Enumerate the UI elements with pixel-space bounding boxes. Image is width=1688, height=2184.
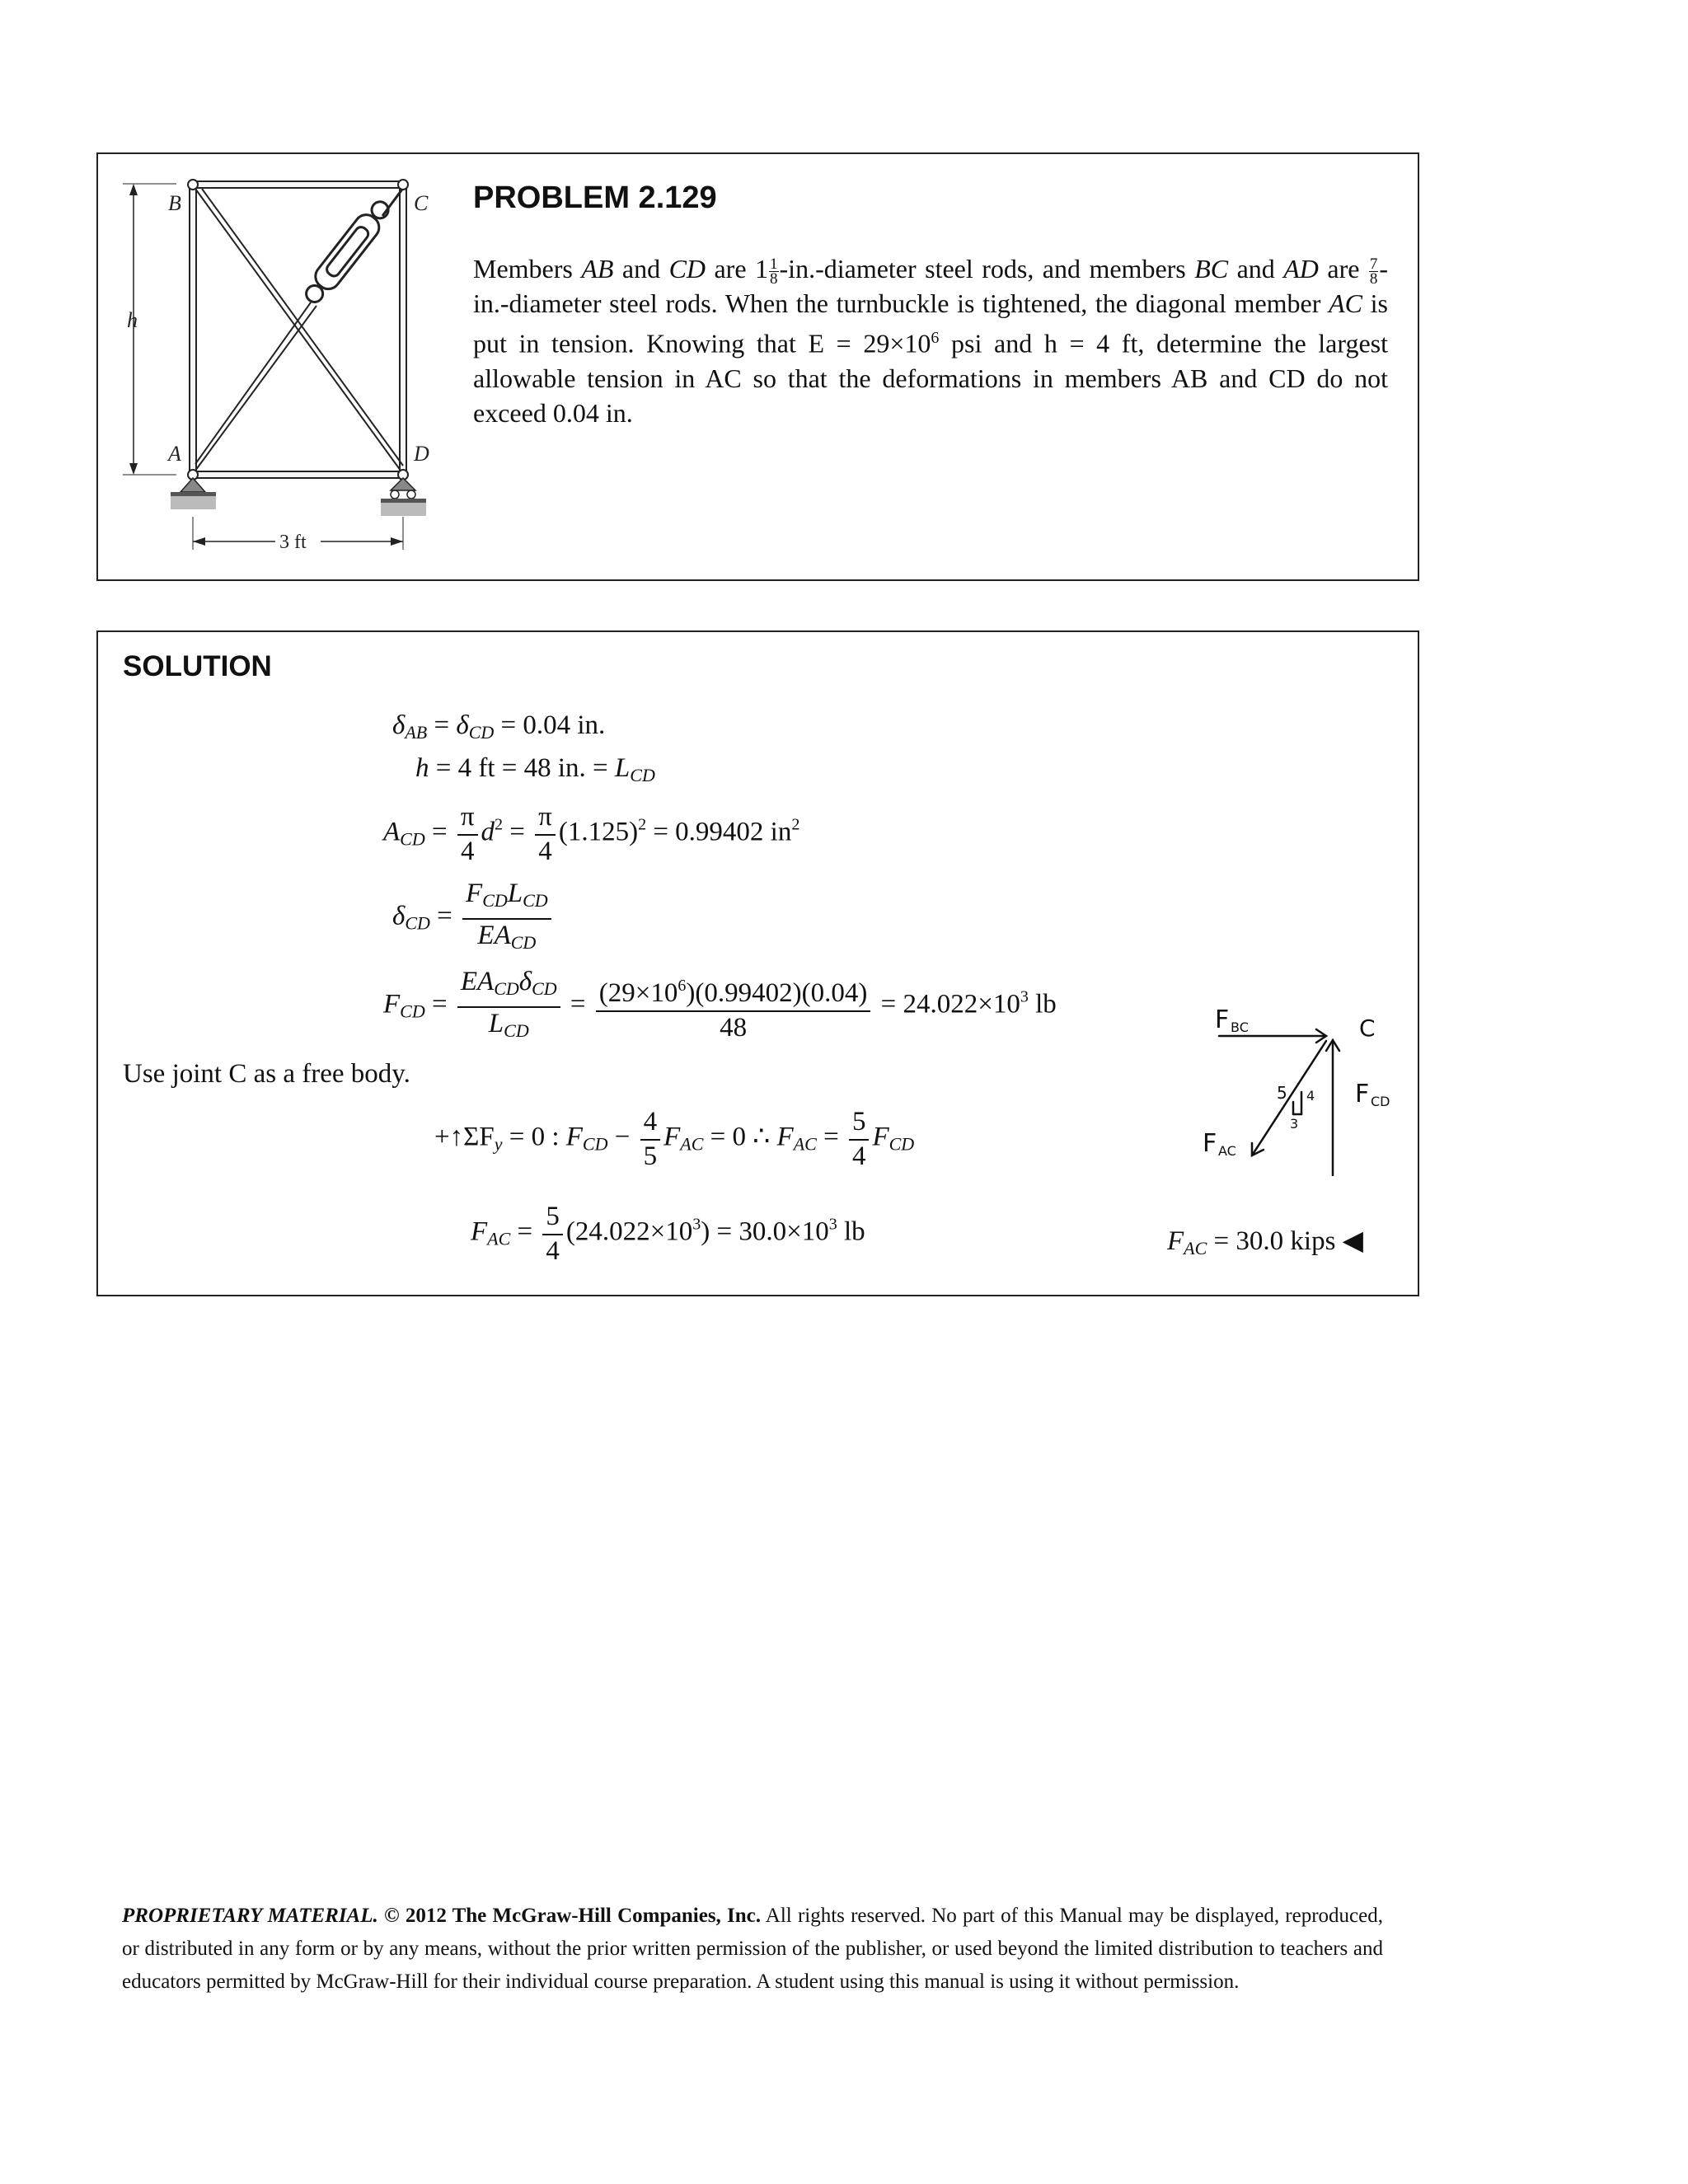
svg-text:F: F xyxy=(1355,1080,1370,1108)
svg-text:CD: CD xyxy=(1371,1094,1390,1109)
svg-text:3: 3 xyxy=(1290,1116,1299,1132)
label-a: A xyxy=(168,442,181,466)
svg-text:AC: AC xyxy=(1218,1143,1236,1159)
label-h: h xyxy=(127,308,138,332)
svg-text:F: F xyxy=(1215,1005,1230,1034)
svg-text:BC: BC xyxy=(1231,1019,1249,1035)
label-c: C xyxy=(414,191,429,215)
problem-statement: Members AB and CD are 1 $\frac{1}{8}$ -in.-diameter steel rods, and members BC and AD are $\frac{7}{8}$ -in.-diameter steel rods. When the turnbuckle is tightened, the diagonal member AC is put in tension. Knowing that $E = 29\times 10^6$ psi and h = 4 ft, determine the largest allowable tension in AC so that the deformations in members AB and CD do not exceed 0.04 in. xyxy=(473,254,1389,428)
dim-3ft: 3 ft xyxy=(279,532,307,553)
joint-text: Use joint C as a free body. xyxy=(123,1059,410,1089)
equation-area: $A_{CD}$ = $\frac{\pi}{4}$ $d^2$ = $\frac{\pi}{4}$ $(1.125)^2 = 0.99402$ $in^2$ xyxy=(383,802,800,866)
final-answer: $F_{AC} = 30.0$ kips ◀ xyxy=(1167,1226,1364,1258)
label-d: D xyxy=(414,442,429,466)
equation-force-ac: $F_{AC}$ = $\frac{5}{4}$ $(24.022\times 10^3) = 30.0\times 10^3$ lb xyxy=(471,1202,865,1266)
frame-figure xyxy=(98,154,452,583)
solution-box xyxy=(96,630,1419,1296)
svg-text:5: 5 xyxy=(1277,1083,1287,1103)
problem-box xyxy=(96,152,1419,581)
solution-title: SOLUTION xyxy=(123,650,272,682)
svg-text:4: 4 xyxy=(1306,1088,1315,1104)
svg-text:F: F xyxy=(1203,1129,1217,1158)
equation-force-cd: $F_{CD}$ = $EA_{CD}\delta_{CD}$ $L_{CD}$ = $\frac{(29\times 10^6)(0.99402)(0.04)}{48}$ = $24.022\times 10^3$ lb xyxy=(383,967,1057,1043)
equation-equilibrium: $+↑\Sigma F_y = 0$ : $F_{CD}$ − $\frac{4}{5}$ $F_{AC} = 0$ ∴ $F_{AC}$ = $\frac{5}{4}$ $F_{CD}$ xyxy=(434,1107,915,1171)
equation-deformation-limit: $\delta_{AB} = \delta_{CD} = 0.04$ in. xyxy=(392,710,606,743)
footer-copyright: PROPRIETARY MATERIAL. © 2012 The McGraw-Hill Companies, Inc. All rights reserved. No part of this Manual may be displayed, reproduced, or distributed in any form or by any means, without the prior written permission of the publisher, or used beyond the limited distribution to teachers and educators permitted by McGraw-Hill for their individual course preparation. A student using this manual is using it without permission. xyxy=(122,1905,1383,1993)
problem-title: PROBLEM 2.129 xyxy=(473,180,717,215)
equation-length: h = 4 ft = 48 in. = $L_{CD}$ xyxy=(415,753,655,785)
free-body-sketch xyxy=(1203,987,1417,1176)
equation-delta-cd: $\delta_{CD}$ = $F_{CD}L_{CD}$ $EA_{CD}$ xyxy=(392,878,555,958)
svg-text:C: C xyxy=(1359,1015,1376,1042)
label-b: B xyxy=(168,191,181,215)
